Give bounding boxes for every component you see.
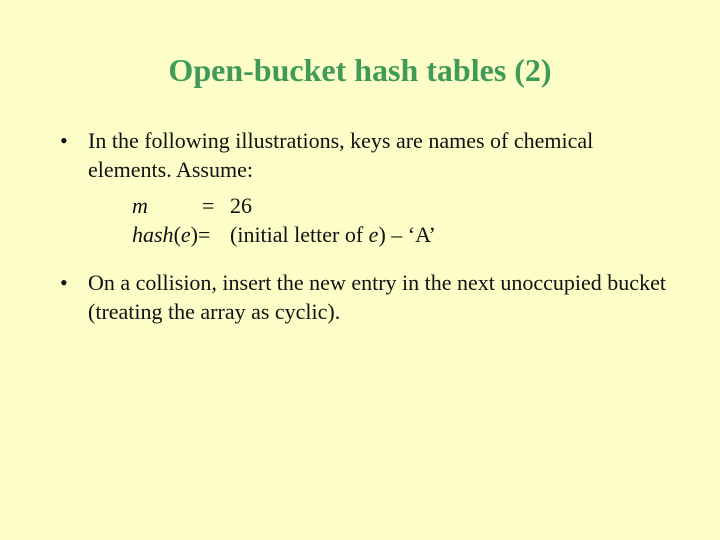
- equals-sign: =: [202, 193, 215, 218]
- bullet-icon: •: [60, 270, 68, 295]
- definition-m: [132, 191, 436, 220]
- hash-function-name: hash: [132, 222, 174, 247]
- definition-hash: hash(e)= (initial letter of e) – ‘A’: [132, 222, 436, 247]
- hash-argument: e: [180, 222, 191, 247]
- hash-definition: (initial letter of e) – ‘A’: [230, 222, 436, 247]
- bullet-text-1: In the following illustrations, keys are names of chemical elements. Assume:: [88, 128, 594, 182]
- definitions-block: [132, 191, 436, 249]
- bullet-icon: •: [60, 128, 68, 153]
- bullet-item-2: [60, 268, 680, 326]
- bullet-text-2: On a collision, insert the new entry in the next unoccupied bucket (treating the array as cyclic).: [88, 270, 666, 324]
- slide-title: Open-bucket hash tables (2): [168, 52, 552, 88]
- bullet-item-1: [60, 126, 680, 184]
- variable-m: m: [132, 193, 148, 218]
- m-value: 26: [230, 193, 252, 218]
